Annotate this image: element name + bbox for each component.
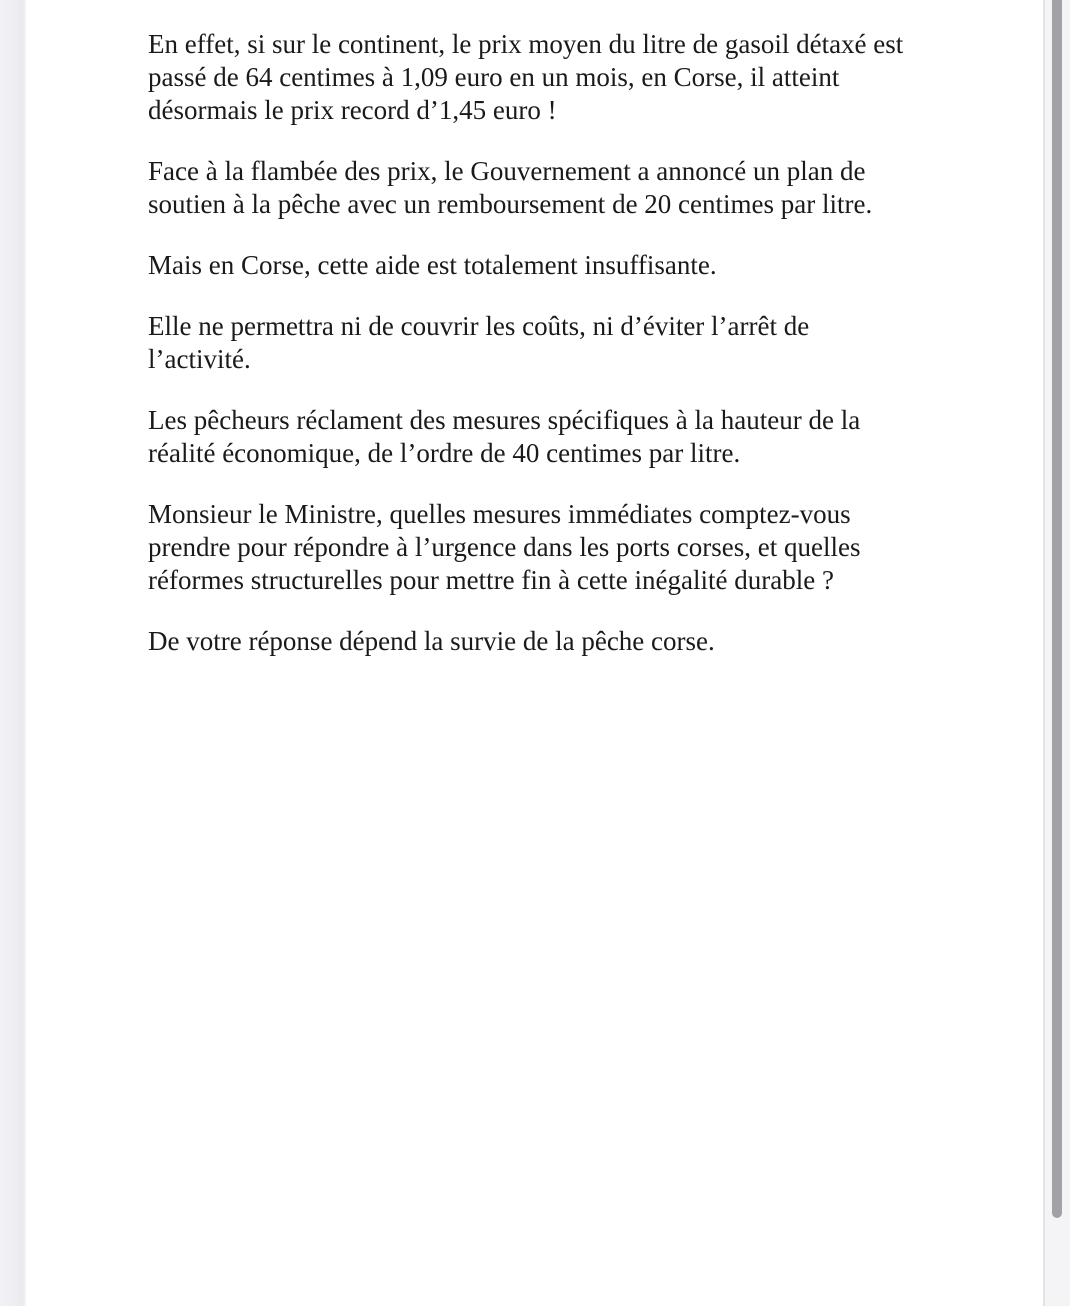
- paragraph: [148, 155, 938, 221]
- paragraph: [148, 404, 938, 470]
- text-line: soutien à la pêche avec un remboursement de 20 centimes par litre.: [148, 189, 873, 219]
- page-edge-strip: [0, 0, 26, 1306]
- text-line: l’activité.: [148, 344, 251, 374]
- scrollbar-track[interactable]: [1045, 0, 1070, 1306]
- text-line: passé de 64 centimes à 1,09 euro en un mois, en Corse, il atteint: [148, 62, 840, 92]
- paragraph: [148, 310, 938, 376]
- scrollbar-thumb[interactable]: [1052, 0, 1062, 1218]
- text-line: Elle ne permettra ni de couvrir les coûts, ni d’éviter l’arrêt de: [148, 311, 810, 341]
- text-line: De votre réponse dépend la survie de la pêche corse.: [148, 626, 715, 656]
- text-line: En effet, si sur le continent, le prix moyen du litre de gasoil détaxé est: [148, 29, 904, 59]
- text-line: réformes structurelles pour mettre fin à cette inégalité durable ?: [148, 565, 834, 595]
- text-line: réalité économique, de l’ordre de 40 centimes par litre.: [148, 438, 741, 468]
- paragraph: [148, 625, 938, 658]
- bottom-margin: [0, 1306, 1070, 1315]
- text-line: prendre pour répondre à l’urgence dans les ports corses, et quelles: [148, 532, 861, 562]
- text-line: désormais le prix record d’1,45 euro !: [148, 95, 557, 125]
- paragraph: [148, 498, 938, 597]
- paragraph: [148, 249, 938, 282]
- text-line: Monsieur le Ministre, quelles mesures immédiates comptez-vous: [148, 499, 851, 529]
- document-content: [148, 28, 938, 686]
- text-line: Face à la flambée des prix, le Gouvernement a annoncé un plan de: [148, 156, 866, 186]
- text-line: Les pêcheurs réclament des mesures spécifiques à la hauteur de la: [148, 405, 861, 435]
- paragraph: [148, 28, 938, 127]
- text-line: Mais en Corse, cette aide est totalement insuffisante.: [148, 250, 717, 280]
